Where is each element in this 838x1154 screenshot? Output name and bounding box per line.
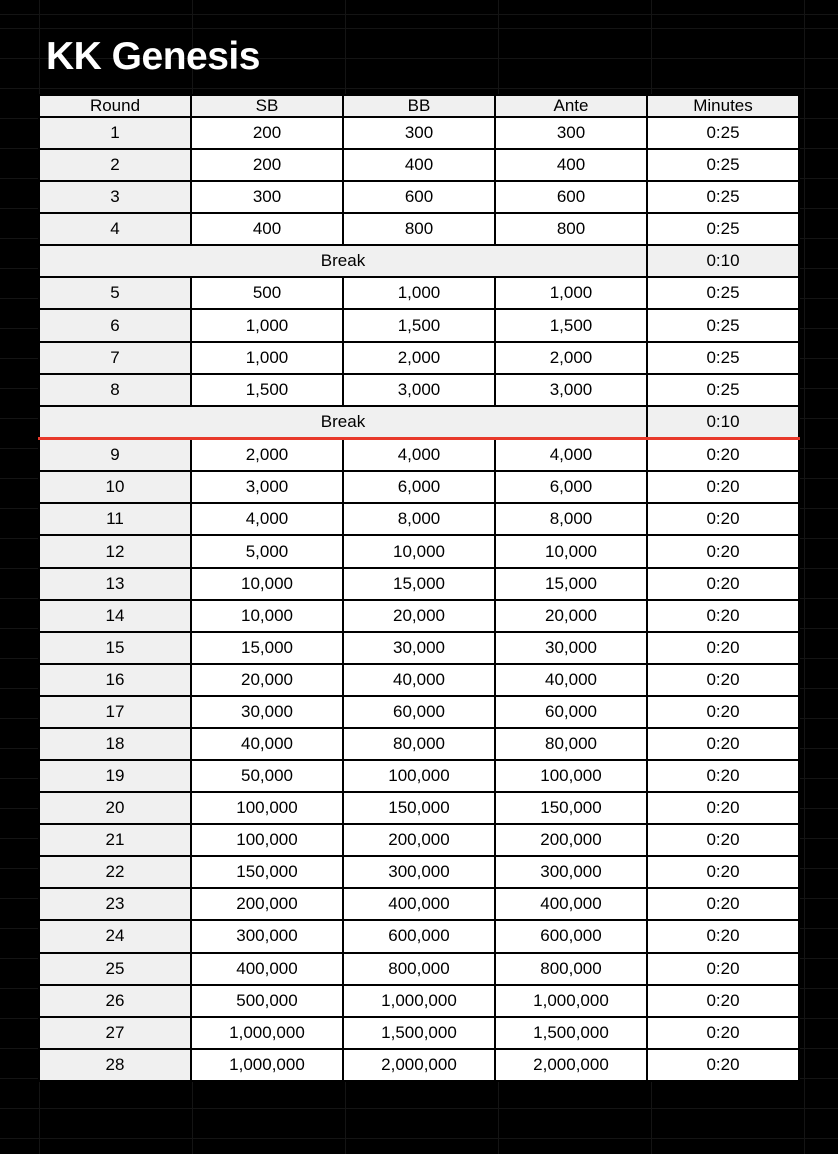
- cell-sb[interactable]: 30,000: [191, 696, 343, 728]
- cell-round[interactable]: 13: [39, 568, 191, 600]
- cell-ante[interactable]: 15,000: [495, 568, 647, 600]
- cell-bb[interactable]: 20,000: [343, 600, 495, 632]
- table-body: [39, 117, 799, 1081]
- cell-bb[interactable]: 40,000: [343, 664, 495, 696]
- level-row: [39, 953, 799, 985]
- cell-bb[interactable]: 60,000: [343, 696, 495, 728]
- cell-bb[interactable]: 1,500,000: [343, 1017, 495, 1049]
- cell-sb[interactable]: 40,000: [191, 728, 343, 760]
- cell-round[interactable]: 14: [39, 600, 191, 632]
- cell-ante[interactable]: 6,000: [495, 471, 647, 503]
- cell-ante[interactable]: 400: [495, 149, 647, 181]
- cell-round[interactable]: 19: [39, 760, 191, 792]
- cell-bb[interactable]: 1,000: [343, 277, 495, 309]
- cell-sb[interactable]: 400,000: [191, 953, 343, 985]
- cell-ante[interactable]: 800: [495, 213, 647, 245]
- cell-bb[interactable]: 300: [343, 117, 495, 149]
- cell-round[interactable]: 1: [39, 117, 191, 149]
- level-row: [39, 471, 799, 503]
- cell-bb[interactable]: 10,000: [343, 535, 495, 567]
- cell-sb[interactable]: 1,000,000: [191, 1017, 343, 1049]
- cell-sb[interactable]: 200: [191, 117, 343, 149]
- level-row: [39, 503, 799, 535]
- cell-minutes[interactable]: 0:20: [647, 503, 799, 535]
- column-header-minutes[interactable]: Minutes: [647, 95, 799, 117]
- cell-bb[interactable]: 6,000: [343, 471, 495, 503]
- break-label-cell[interactable]: Break: [39, 406, 647, 439]
- cell-bb[interactable]: 800,000: [343, 953, 495, 985]
- cell-sb[interactable]: 1,000: [191, 342, 343, 374]
- cell-minutes[interactable]: 0:25: [647, 309, 799, 341]
- cell-ante[interactable]: 2,000: [495, 342, 647, 374]
- cell-bb[interactable]: 400,000: [343, 888, 495, 920]
- cell-ante[interactable]: 30,000: [495, 632, 647, 664]
- cell-minutes[interactable]: 0:20: [647, 439, 799, 472]
- blind-structure-table: [38, 94, 800, 1082]
- column-header-bb[interactable]: BB: [343, 95, 495, 117]
- cell-ante[interactable]: 600: [495, 181, 647, 213]
- cell-ante[interactable]: 20,000: [495, 600, 647, 632]
- cell-minutes[interactable]: 0:20: [647, 824, 799, 856]
- break-minutes-cell[interactable]: 0:10: [647, 245, 799, 277]
- cell-sb[interactable]: 200,000: [191, 888, 343, 920]
- cell-ante[interactable]: 3,000: [495, 374, 647, 406]
- break-row: [39, 245, 799, 277]
- cell-round[interactable]: 7: [39, 342, 191, 374]
- cell-sb[interactable]: 300: [191, 181, 343, 213]
- cell-minutes[interactable]: 0:20: [647, 953, 799, 985]
- cell-sb[interactable]: 10,000: [191, 600, 343, 632]
- break-row: [39, 406, 799, 439]
- cell-round[interactable]: 21: [39, 824, 191, 856]
- cell-minutes[interactable]: 0:25: [647, 213, 799, 245]
- level-row: [39, 632, 799, 664]
- level-row: [39, 920, 799, 952]
- cell-minutes[interactable]: 0:20: [647, 696, 799, 728]
- column-header-sb[interactable]: SB: [191, 95, 343, 117]
- cell-ante[interactable]: 60,000: [495, 696, 647, 728]
- column-header-ante[interactable]: Ante: [495, 95, 647, 117]
- cell-ante[interactable]: 800,000: [495, 953, 647, 985]
- cell-round[interactable]: 17: [39, 696, 191, 728]
- level-row: [39, 535, 799, 567]
- cell-round[interactable]: 15: [39, 632, 191, 664]
- level-row: [39, 117, 799, 149]
- cell-minutes[interactable]: 0:25: [647, 117, 799, 149]
- cell-bb[interactable]: 400: [343, 149, 495, 181]
- cell-ante[interactable]: 600,000: [495, 920, 647, 952]
- cell-sb[interactable]: 200: [191, 149, 343, 181]
- cell-round[interactable]: 4: [39, 213, 191, 245]
- cell-ante[interactable]: 1,500: [495, 309, 647, 341]
- cell-minutes[interactable]: 0:20: [647, 664, 799, 696]
- cell-round[interactable]: 3: [39, 181, 191, 213]
- cell-minutes[interactable]: 0:20: [647, 760, 799, 792]
- cell-round[interactable]: 23: [39, 888, 191, 920]
- cell-sb[interactable]: 3,000: [191, 471, 343, 503]
- cell-minutes[interactable]: 0:25: [647, 149, 799, 181]
- cell-round[interactable]: 25: [39, 953, 191, 985]
- page-title: KK Genesis: [46, 35, 260, 78]
- cell-bb[interactable]: 2,000: [343, 342, 495, 374]
- cell-bb[interactable]: 2,000,000: [343, 1049, 495, 1081]
- cell-ante[interactable]: 1,000,000: [495, 985, 647, 1017]
- cell-round[interactable]: 10: [39, 471, 191, 503]
- level-row: [39, 181, 799, 213]
- break-label-cell[interactable]: Break: [39, 245, 647, 277]
- cell-round[interactable]: 11: [39, 503, 191, 535]
- cell-minutes[interactable]: 0:25: [647, 181, 799, 213]
- cell-bb[interactable]: 600: [343, 181, 495, 213]
- cell-minutes[interactable]: 0:20: [647, 471, 799, 503]
- cell-ante[interactable]: 1,500,000: [495, 1017, 647, 1049]
- cell-bb[interactable]: 600,000: [343, 920, 495, 952]
- cell-round[interactable]: 28: [39, 1049, 191, 1081]
- cell-round[interactable]: 2: [39, 149, 191, 181]
- cell-ante[interactable]: 150,000: [495, 792, 647, 824]
- cell-sb[interactable]: 100,000: [191, 824, 343, 856]
- cell-minutes[interactable]: 0:25: [647, 374, 799, 406]
- cell-bb[interactable]: 1,000,000: [343, 985, 495, 1017]
- cell-bb[interactable]: 150,000: [343, 792, 495, 824]
- cell-minutes[interactable]: 0:20: [647, 535, 799, 567]
- level-row: [39, 342, 799, 374]
- cell-bb[interactable]: 300,000: [343, 856, 495, 888]
- cell-sb[interactable]: 1,000: [191, 309, 343, 341]
- cell-minutes[interactable]: 0:20: [647, 632, 799, 664]
- cell-round[interactable]: 22: [39, 856, 191, 888]
- cell-sb[interactable]: 300,000: [191, 920, 343, 952]
- cell-sb[interactable]: 150,000: [191, 856, 343, 888]
- level-row: [39, 374, 799, 406]
- cell-bb[interactable]: 100,000: [343, 760, 495, 792]
- level-row: [39, 213, 799, 245]
- level-row: [39, 1017, 799, 1049]
- cell-round[interactable]: 24: [39, 920, 191, 952]
- cell-sb[interactable]: 4,000: [191, 503, 343, 535]
- cell-minutes[interactable]: 0:20: [647, 920, 799, 952]
- level-row: [39, 856, 799, 888]
- cell-ante[interactable]: 4,000: [495, 439, 647, 472]
- cell-bb[interactable]: 15,000: [343, 568, 495, 600]
- cell-minutes[interactable]: 0:20: [647, 568, 799, 600]
- level-row: [39, 728, 799, 760]
- level-row: [39, 149, 799, 181]
- cell-sb[interactable]: 500,000: [191, 985, 343, 1017]
- cell-sb[interactable]: 5,000: [191, 535, 343, 567]
- cell-round[interactable]: 8: [39, 374, 191, 406]
- cell-minutes[interactable]: 0:20: [647, 728, 799, 760]
- level-row: [39, 664, 799, 696]
- cell-sb[interactable]: 100,000: [191, 792, 343, 824]
- cell-minutes[interactable]: 0:20: [647, 600, 799, 632]
- cell-bb[interactable]: 80,000: [343, 728, 495, 760]
- cell-round[interactable]: 27: [39, 1017, 191, 1049]
- cell-minutes[interactable]: 0:25: [647, 277, 799, 309]
- break-minutes-cell[interactable]: 0:10: [647, 406, 799, 439]
- level-row: [39, 760, 799, 792]
- cell-ante[interactable]: 40,000: [495, 664, 647, 696]
- level-row: [39, 985, 799, 1017]
- cell-ante[interactable]: 300: [495, 117, 647, 149]
- cell-round[interactable]: 16: [39, 664, 191, 696]
- cell-minutes[interactable]: 0:20: [647, 1049, 799, 1081]
- cell-sb[interactable]: 2,000: [191, 439, 343, 472]
- level-row: [39, 568, 799, 600]
- cell-minutes[interactable]: 0:20: [647, 856, 799, 888]
- cell-round[interactable]: 9: [39, 439, 191, 472]
- cell-ante[interactable]: 300,000: [495, 856, 647, 888]
- cell-round[interactable]: 26: [39, 985, 191, 1017]
- cell-round[interactable]: 20: [39, 792, 191, 824]
- cell-bb[interactable]: 4,000: [343, 439, 495, 472]
- cell-bb[interactable]: 30,000: [343, 632, 495, 664]
- cell-sb[interactable]: 400: [191, 213, 343, 245]
- cell-sb[interactable]: 1,000,000: [191, 1049, 343, 1081]
- level-row: [39, 277, 799, 309]
- cell-sb[interactable]: 15,000: [191, 632, 343, 664]
- cell-sb[interactable]: 20,000: [191, 664, 343, 696]
- cell-ante[interactable]: 1,000: [495, 277, 647, 309]
- level-row: [39, 696, 799, 728]
- cell-bb[interactable]: 800: [343, 213, 495, 245]
- cell-ante[interactable]: 2,000,000: [495, 1049, 647, 1081]
- cell-sb[interactable]: 50,000: [191, 760, 343, 792]
- header-row: [39, 95, 799, 117]
- cell-minutes[interactable]: 0:20: [647, 792, 799, 824]
- cell-sb[interactable]: 500: [191, 277, 343, 309]
- cell-bb[interactable]: 8,000: [343, 503, 495, 535]
- cell-ante[interactable]: 400,000: [495, 888, 647, 920]
- level-row: [39, 600, 799, 632]
- cell-round[interactable]: 18: [39, 728, 191, 760]
- cell-bb[interactable]: 3,000: [343, 374, 495, 406]
- cell-minutes[interactable]: 0:20: [647, 888, 799, 920]
- level-row: [39, 792, 799, 824]
- cell-minutes[interactable]: 0:25: [647, 342, 799, 374]
- cell-round[interactable]: 6: [39, 309, 191, 341]
- cell-ante[interactable]: 8,000: [495, 503, 647, 535]
- cell-ante[interactable]: 200,000: [495, 824, 647, 856]
- column-header-round[interactable]: Round: [39, 95, 191, 117]
- cell-minutes[interactable]: 0:20: [647, 985, 799, 1017]
- level-row: [39, 824, 799, 856]
- level-row: [39, 439, 799, 472]
- cell-round[interactable]: 12: [39, 535, 191, 567]
- cell-minutes[interactable]: 0:20: [647, 1017, 799, 1049]
- cell-bb[interactable]: 200,000: [343, 824, 495, 856]
- cell-ante[interactable]: 80,000: [495, 728, 647, 760]
- cell-sb[interactable]: 1,500: [191, 374, 343, 406]
- level-row: [39, 309, 799, 341]
- level-row: [39, 888, 799, 920]
- cell-bb[interactable]: 1,500: [343, 309, 495, 341]
- cell-ante[interactable]: 10,000: [495, 535, 647, 567]
- cell-ante[interactable]: 100,000: [495, 760, 647, 792]
- cell-sb[interactable]: 10,000: [191, 568, 343, 600]
- cell-round[interactable]: 5: [39, 277, 191, 309]
- level-row: [39, 1049, 799, 1081]
